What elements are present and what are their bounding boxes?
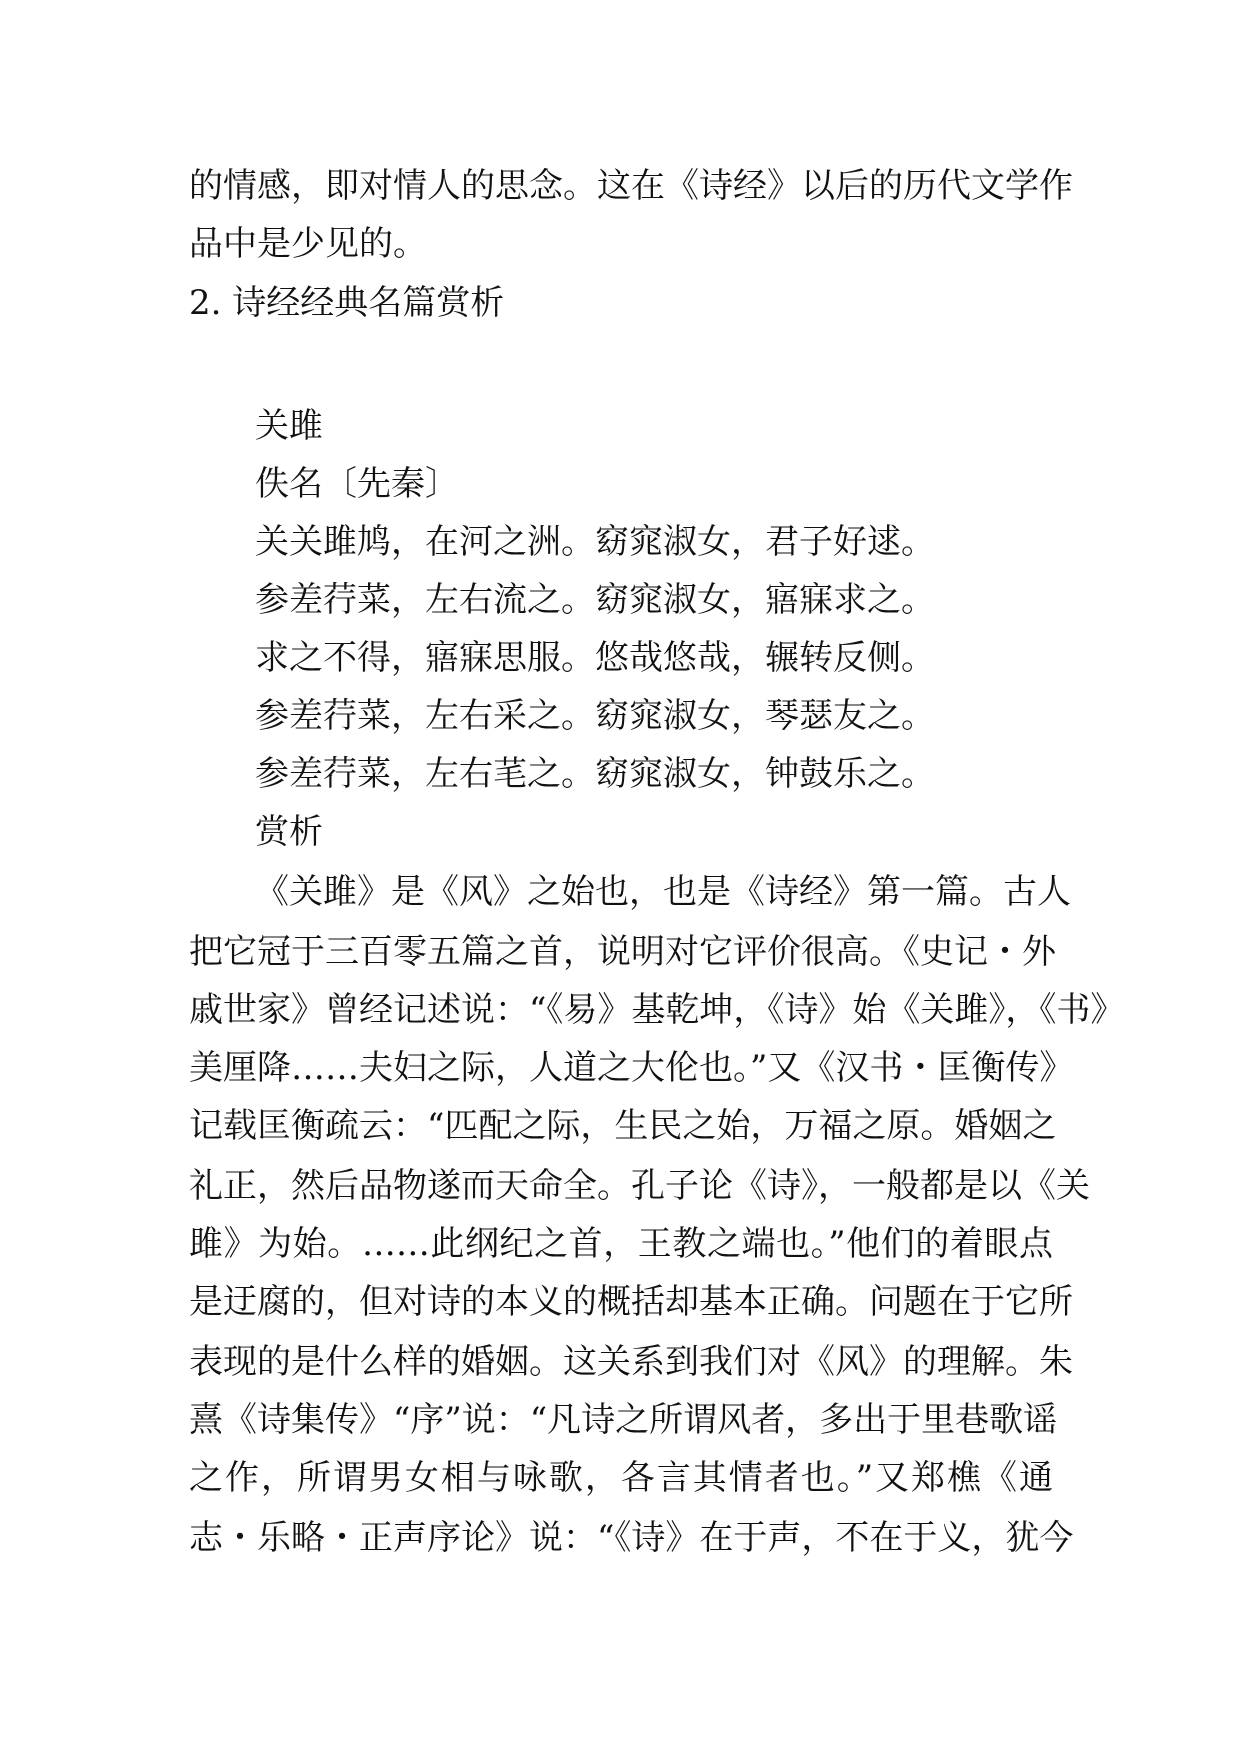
analysis-line-10: 熹《诗集传》“序”说：“凡诗之所谓风者，多出于里巷歌谣 <box>189 1400 1058 1440</box>
analysis-line-1: 《关雎》是《风》之始也，也是《诗经》第一篇。古人 <box>255 872 1071 912</box>
poem-line-2: 参差荇菜，左右流之。窈窕淑女，寤寐求之。 <box>255 580 935 620</box>
intro-line-1: 的情感，即对情人的思念。这在《诗经》以后的历代文学作 <box>189 166 1073 206</box>
analysis-line-8: 是迂腐的，但对诗的本义的概括却基本正确。问题在于它所 <box>189 1282 1073 1322</box>
poem-line-5: 参差荇菜，左右芼之。窈窕淑女，钟鼓乐之。 <box>255 754 935 794</box>
section-heading: 2. 诗经经典名篇赏析 <box>189 283 505 323</box>
analysis-heading: 赏析 <box>255 812 323 852</box>
poem-line-4: 参差荇菜，左右采之。窈窕淑女，琴瑟友之。 <box>255 696 935 736</box>
analysis-line-6: 礼正，然后品物遂而天命全。孔子论《诗》，一般都是以《关 <box>189 1166 1090 1206</box>
analysis-line-11: 之作，所谓男女相与咏歌，各言其情者也。”又郑樵《通 <box>189 1458 1053 1498</box>
analysis-line-5: 记载匡衡疏云：“匹配之际，生民之始，万福之原。婚姻之 <box>189 1106 1057 1146</box>
intro-line-2: 品中是少见的。 <box>189 224 427 264</box>
analysis-line-12: 志・乐略・正声序论》说：“《诗》在于声，不在于义，犹今 <box>189 1518 1074 1558</box>
poem-line-3: 求之不得，寤寐思服。悠哉悠哉，辗转反侧。 <box>255 638 935 678</box>
poem-title: 关雎 <box>255 406 323 446</box>
analysis-line-3: 戚世家》曾经记述说：“《易》基乾坤，《诗》始《关雎》，《书》 <box>189 990 1125 1030</box>
analysis-line-2: 把它冠于三百零五篇之首，说明对它评价很高。《史记・外 <box>189 932 1056 972</box>
analysis-line-7: 雎》为始。……此纲纪之首，王教之端也。”他们的着眼点 <box>189 1224 1053 1264</box>
poem-line-1: 关关雎鸠，在河之洲。窈窕淑女，君子好逑。 <box>255 522 935 562</box>
analysis-line-9: 表现的是什么样的婚姻。这关系到我们对《风》的理解。朱 <box>189 1342 1073 1382</box>
poem-author: 佚名〔先秦〕 <box>255 464 459 504</box>
analysis-line-4: 美厘降……夫妇之际，人道之大伦也。”又《汉书・匡衡传》 <box>189 1048 1074 1088</box>
